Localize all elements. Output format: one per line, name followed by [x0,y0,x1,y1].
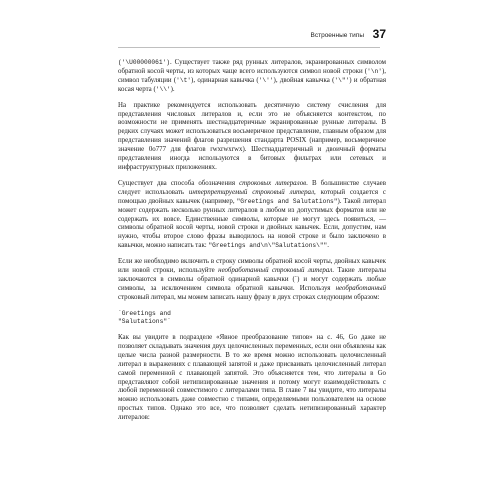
text-run: Существует два способа обозначения [118,179,240,187]
inline-code: '\t' [176,76,192,84]
inline-code: '\n' [367,67,382,75]
emphasis-term: строковых литералов [239,179,307,187]
inline-code: '\"' [334,76,350,84]
text-run: ), символ табуляции ( [118,67,386,84]
paragraph-rune-escapes [118,59,386,95]
inline-code: '\\' [155,85,171,93]
page-number: 37 [372,27,386,41]
running-title: Встроенные типы [310,32,364,39]
text-run: ), двойная кавычка ( [273,76,335,84]
paragraph-interpreted-strings [118,180,386,251]
text-run: ). Такой литерал может содержать несколько рунных литералов в любом из допустимых форматов или не содержать их вовсе. Единственные символы, которые не могут здесь появиться, — символы обратной косой черты, новой строки и двойных кавычек. Если, допустим, нам нужно, чтобы второе слово фразы выводилось на новой строке и было заключено в кавычки, можно написать так: [118,197,386,250]
emphasis-term: необработанный [335,284,386,292]
inline-code: "Greetings and\n\"Salutations\"" [208,242,328,250]
text-run: ). [170,85,175,93]
text-run: . [327,242,330,250]
emphasis-term: интерпретируемый строковый литерал [188,188,314,196]
inline-code: '\'' [258,76,274,84]
text-run: . Существует также ряд рунных литералов, экранированных символом обратной косой черты, из которых чаще всего используются символ новой строки ( [118,59,386,75]
text-run: Если же необходимо включить в строку символы обратной косой черты, двойных кавычек или новой строки, используйте [118,258,386,275]
text-run: . В большинстве случаев следует использовать [118,179,386,196]
text-run: , который создается с помощью двойных кавычек (например, [118,188,386,205]
paragraph-number-systems [118,102,386,173]
body-text [118,59,386,430]
text-run: . Такие литералы заключаются в символы обратной одинарной кавычки (`) и могут содержать любые символы, за исключением символа обратной кавычки. Используя [118,267,386,292]
text-run: ), одинарная кавычка ( [191,76,259,84]
inline-code: "Greetings and Salutations" [236,197,338,205]
paragraph-raw-strings [118,258,386,303]
paragraph-untyped-literals: Как вы увидите в подразделе «Явное преобразование типов» на с. 46, Go даже не позволяет складывать значения двух целочисленных переменных, если они объявлены как целые числа разной размерности. В то же время можно использовать целочисленный литерал в выражениях с плавающей запятой и даже присваивать целочисленный литерал самой переменной с плавающей запятой. Это объясняется тем, что литералы в Go представляют собой нетипизированные значения и потому могут взаимодействовать с любой переменной совместимого с литералами типа. В главе 7 вы увидите, что литералы можно использовать даже совместно с типами, определяемыми пользователем на основе простых типов. Однако это все, что позволяет сделать нетипизированный характер литералов: [118,334,386,422]
text-run: На практике рекомендуется использовать десятичную систему счисления для представления числовых литералов и, если это не объясняется контекстом, по возможности не применять шестнадцатеричные экранированные рунные литералы. В редких случаях может использоваться восьмеричное представление, главным образом для представления значений флагов разрешения стандарта POSIX (например, восьмеричное значение 0o777 для флагов rwxrwxrwx). Шестнадцатеричный и двоичный форматы представления иногда используются в битовых фильтрах или сетевых и инфраструктурных приложениях. [118,101,386,171]
emphasis-term: необработанный строковый литерал [218,267,333,275]
code-block: `Greetings and "Salutations"` [118,309,171,325]
text-run: ) и обратная косая черта ( [118,76,386,93]
inline-code: ('\U00000061') [118,59,170,66]
page-header [118,26,386,48]
header-rule [118,47,380,48]
text-run: строковый литерал, мы можем записать нашу фразу в двух строках следующим образом: [118,293,380,301]
